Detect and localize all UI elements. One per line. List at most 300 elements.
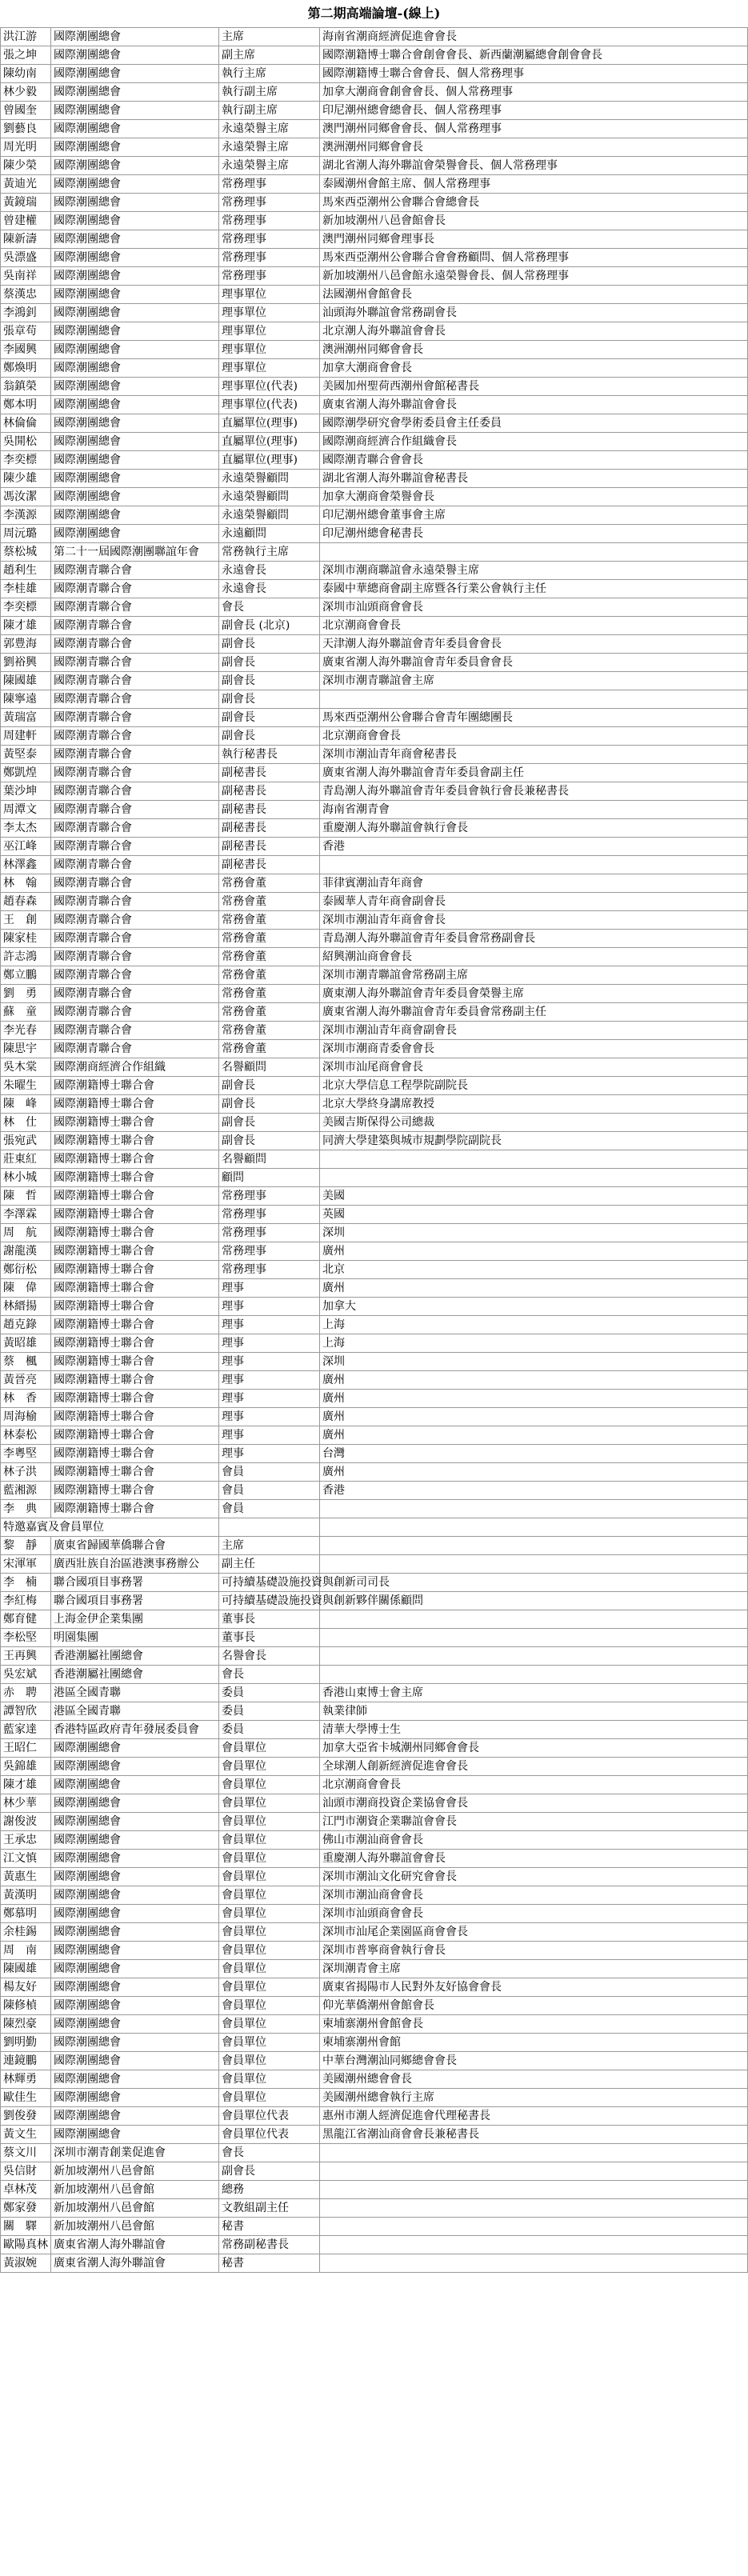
attendee-name-cell: 謝龍漢	[1, 1242, 51, 1261]
position-cell: 會員	[219, 1500, 320, 1518]
position-cell: 常務理事	[219, 1187, 320, 1206]
organization-cell: 國際潮團總會	[51, 212, 219, 230]
position-cell: 會員單位	[219, 1905, 320, 1923]
attendee-name-cell: 王承忠	[1, 1831, 51, 1850]
attendee-name-cell: 劉藝良	[1, 120, 51, 138]
organization-cell: 香港潮屬社團總會	[51, 1647, 219, 1666]
remark-cell: 北京大學終身講席教授	[320, 1095, 748, 1114]
table-row	[1, 1132, 748, 1150]
table-row	[1, 46, 748, 65]
organization-cell: 國際潮青聯合會	[51, 672, 219, 690]
remark-cell: 廣州	[320, 1463, 748, 1482]
remark-cell: 廣州	[320, 1371, 748, 1390]
remark-cell: 菲律賓潮汕青年商會	[320, 874, 748, 893]
attendee-name-cell: 藍家達	[1, 1721, 51, 1739]
table-row	[1, 1353, 748, 1371]
remark-cell: 印尼潮州總會總會長、個人常務理事	[320, 102, 748, 120]
attendee-name-cell: 江文慎	[1, 1850, 51, 1868]
attendee-name-cell: 翁鎮榮	[1, 378, 51, 396]
organization-cell: 上海金伊企業集團	[51, 1610, 219, 1629]
attendee-name-cell: 陳 峰	[1, 1095, 51, 1114]
organization-cell: 國際潮青聯合會	[51, 617, 219, 635]
attendee-name-cell: 巫江峰	[1, 838, 51, 856]
table-row	[1, 1261, 748, 1279]
table-row	[1, 1298, 748, 1316]
organization-cell: 國際潮青聯合會	[51, 911, 219, 930]
position-cell: 會員單位	[219, 2052, 320, 2070]
table-row	[1, 782, 748, 801]
attendee-name-cell: 藍湘源	[1, 1482, 51, 1500]
table-row	[1, 1022, 748, 1040]
position-cell: 永遠榮譽顧問	[219, 506, 320, 525]
organization-cell: 國際潮籍博士聯合會	[51, 1371, 219, 1390]
attendee-name-cell: 王昭仁	[1, 1739, 51, 1758]
attendee-name-cell: 陳思宇	[1, 1040, 51, 1058]
table-row	[1, 1776, 748, 1794]
table-row	[1, 1445, 748, 1463]
organization-cell: 國際潮籍博士聯合會	[51, 1390, 219, 1408]
position-cell: 會員單位	[219, 1923, 320, 1942]
attendee-name-cell: 張之坤	[1, 46, 51, 65]
position-cell: 會員單位	[219, 2070, 320, 2089]
position-cell: 會員單位	[219, 1758, 320, 1776]
position-cell: 理事單位	[219, 341, 320, 359]
position-cell: 理事	[219, 1371, 320, 1390]
remark-cell: 國際潮籍博士聯合會會長、個人常務理事	[320, 65, 748, 83]
attendee-name-cell: 蔡 楓	[1, 1353, 51, 1371]
attendee-name-cell: 李松堅	[1, 1629, 51, 1647]
attendee-name-cell: 林縉揚	[1, 1298, 51, 1316]
position-cell: 常務理事	[219, 230, 320, 249]
remark-cell: 北京潮商會會長	[320, 617, 748, 635]
organization-cell: 國際潮青聯合會	[51, 1022, 219, 1040]
attendee-name-cell: 鄭育健	[1, 1610, 51, 1629]
organization-cell: 廣東省潮人海外聯誼會	[51, 2236, 219, 2254]
position-cell: 常務會董	[219, 985, 320, 1003]
attendee-name-cell: 李奕標	[1, 598, 51, 617]
attendee-name-cell: 連鏡鵬	[1, 2052, 51, 2070]
position-cell: 副會長	[219, 709, 320, 727]
remark-cell: 深圳市潮商聯誼會永遠榮譽主席	[320, 562, 748, 580]
remark-cell: 同濟大學建築與城市規劃學院副院長	[320, 1132, 748, 1150]
attendee-name-cell: 張章苟	[1, 322, 51, 341]
remark-cell: 深圳市潮青聯誼會常務副主席	[320, 966, 748, 985]
attendee-table	[0, 27, 748, 2273]
organization-cell: 國際潮團總會	[51, 175, 219, 194]
organization-cell: 國際潮青聯合會	[51, 856, 219, 874]
attendee-name-cell: 莊東紅	[1, 1150, 51, 1169]
table-row	[1, 1813, 748, 1831]
table-row	[1, 930, 748, 948]
position-cell: 常務理事	[219, 1224, 320, 1242]
remark-cell: 深圳市潮汕青年商會秘書長	[320, 746, 748, 764]
table-row	[1, 1077, 748, 1095]
table-row	[1, 1500, 748, 1518]
table-row	[1, 1666, 748, 1684]
position-cell: 副會長	[219, 727, 320, 746]
position-cell: 會員單位	[219, 1886, 320, 1905]
attendee-name-cell: 陳烈豪	[1, 2015, 51, 2034]
organization-cell: 國際潮團總會	[51, 2070, 219, 2089]
position-cell: 直屬單位(理事)	[219, 451, 320, 470]
organization-cell: 國際潮籍博士聯合會	[51, 1445, 219, 1463]
table-row	[1, 1739, 748, 1758]
remark-cell: 北京大學信息工程學院副院長	[320, 1077, 748, 1095]
position-cell: 會員單位	[219, 1739, 320, 1758]
attendee-name-cell: 朱曜生	[1, 1077, 51, 1095]
table-row	[1, 1316, 748, 1334]
organization-cell: 國際潮團總會	[51, 1868, 219, 1886]
position-cell: 副會長	[219, 654, 320, 672]
organization-cell: 國際潮團總會	[51, 1960, 219, 1978]
organization-cell: 國際潮團總會	[51, 1886, 219, 1905]
table-row	[1, 506, 748, 525]
remark-cell: 青島潮人海外聯誼會青年委員會執行會長兼秘書長	[320, 782, 748, 801]
remark-cell: 澳門潮州同鄉會會長、個人常務理事	[320, 120, 748, 138]
table-row	[1, 1279, 748, 1298]
position-cell: 副會長	[219, 1095, 320, 1114]
remark-cell: 執業律師	[320, 1702, 748, 1721]
table-row	[1, 470, 748, 488]
remark-cell: 清華大學博士生	[320, 1721, 748, 1739]
attendee-name-cell: 陳新濤	[1, 230, 51, 249]
table-row	[1, 1629, 748, 1647]
attendee-name-cell: 李光春	[1, 1022, 51, 1040]
organization-cell: 新加坡潮州八邑會館	[51, 2199, 219, 2218]
organization-cell: 國際潮籍博士聯合會	[51, 1279, 219, 1298]
remark-cell: 深圳市潮汕商會會長	[320, 1886, 748, 1905]
empty-cell	[320, 1518, 748, 1537]
remark-cell: 紹興潮汕商會會長	[320, 948, 748, 966]
organization-cell: 國際潮團總會	[51, 1831, 219, 1850]
attendee-name-cell: 歐佳生	[1, 2089, 51, 2107]
organization-cell: 國際潮籍博士聯合會	[51, 1095, 219, 1114]
attendee-name-cell: 林澤鑫	[1, 856, 51, 874]
attendee-name-cell: 周 航	[1, 1224, 51, 1242]
organization-cell: 國際潮籍博士聯合會	[51, 1261, 219, 1279]
remark-cell: 印尼潮州總會董事會主席	[320, 506, 748, 525]
position-cell: 理事單位(代表)	[219, 378, 320, 396]
remark-cell: 廣東省潮人海外聯誼會青年委員會副主任	[320, 764, 748, 782]
remark-cell: 廣州	[320, 1426, 748, 1445]
remark-cell: 美國潮州總會會長	[320, 2070, 748, 2089]
position-cell: 永遠會長	[219, 580, 320, 598]
organization-cell: 國際潮團總會	[51, 378, 219, 396]
attendee-name-cell: 周海榆	[1, 1408, 51, 1426]
position-cell: 常務會董	[219, 1003, 320, 1022]
remark-cell	[320, 1629, 748, 1647]
organization-cell: 國際潮團總會	[51, 1905, 219, 1923]
remark-cell: 深圳市潮青聯誼會主席	[320, 672, 748, 690]
organization-cell: 國際潮籍博士聯合會	[51, 1224, 219, 1242]
organization-cell: 國際潮團總會	[51, 267, 219, 286]
organization-cell: 國際潮青聯合會	[51, 727, 219, 746]
organization-cell: 國際潮團總會	[51, 138, 219, 157]
remark-cell: 泰國潮州會館主席、個人常務理事	[320, 175, 748, 194]
organization-cell: 國際潮商經濟合作組織	[51, 1058, 219, 1077]
position-cell: 會員單位	[219, 1850, 320, 1868]
attendee-name-cell: 林少毅	[1, 83, 51, 102]
table-row	[1, 138, 748, 157]
table-row	[1, 1555, 748, 1574]
remark-cell	[320, 1555, 748, 1574]
organization-cell: 國際潮團總會	[51, 120, 219, 138]
organization-cell: 國際潮團總會	[51, 2126, 219, 2144]
attendee-name-cell: 鄭慕明	[1, 1905, 51, 1923]
organization-cell: 國際潮青聯合會	[51, 562, 219, 580]
attendee-name-cell: 李澤霖	[1, 1206, 51, 1224]
remark-cell: 台灣	[320, 1445, 748, 1463]
attendee-name-cell: 劉裕興	[1, 654, 51, 672]
attendee-name-cell: 黎 靜	[1, 1537, 51, 1555]
table-row	[1, 1923, 748, 1942]
position-cell: 理事	[219, 1445, 320, 1463]
organization-cell: 明園集團	[51, 1629, 219, 1647]
remark-cell: 全球潮人創新經濟促進會會長	[320, 1758, 748, 1776]
attendee-name-cell: 鄭衍松	[1, 1261, 51, 1279]
position-cell: 常務會董	[219, 948, 320, 966]
table-row	[1, 120, 748, 138]
remark-cell	[320, 1150, 748, 1169]
table-row	[1, 746, 748, 764]
attendee-name-cell: 宋渾軍	[1, 1555, 51, 1574]
position-cell: 理事	[219, 1279, 320, 1298]
table-row	[1, 1794, 748, 1813]
table-row	[1, 1978, 748, 1997]
attendee-name-cell: 吳信財	[1, 2162, 51, 2181]
remark-cell: 深圳市潮汕青年商會會長	[320, 911, 748, 930]
attendee-name-cell: 趙克錄	[1, 1316, 51, 1334]
attendee-name-cell: 蘇 童	[1, 1003, 51, 1022]
remark-cell: 深圳	[320, 1224, 748, 1242]
position-cell: 永遠榮譽主席	[219, 138, 320, 157]
organization-cell: 國際潮青聯合會	[51, 1003, 219, 1022]
organization-cell: 國際潮籍博士聯合會	[51, 1150, 219, 1169]
position-cell: 永遠顧問	[219, 525, 320, 543]
position-cell: 永遠會長	[219, 562, 320, 580]
position-cell: 常務執行主席	[219, 543, 320, 562]
position-cell: 直屬單位(理事)	[219, 414, 320, 433]
table-row	[1, 635, 748, 654]
table-row	[1, 893, 748, 911]
attendee-name-cell: 劉明勤	[1, 2034, 51, 2052]
remark-cell: 深圳市汕頭商會會長	[320, 1905, 748, 1923]
organization-cell: 國際潮團總會	[51, 1794, 219, 1813]
position-cell: 會長	[219, 598, 320, 617]
table-row	[1, 764, 748, 782]
position-cell: 可持續基礎設施投資與創新司司長	[219, 1574, 320, 1592]
remark-cell: 廣州	[320, 1390, 748, 1408]
position-cell: 會員單位	[219, 1868, 320, 1886]
position-cell: 會員單位	[219, 1794, 320, 1813]
remark-cell: 廣州	[320, 1242, 748, 1261]
table-row	[1, 525, 748, 543]
attendee-name-cell: 陳國雄	[1, 672, 51, 690]
remark-cell: 深圳市潮汕青年商會副會長	[320, 1022, 748, 1040]
organization-cell: 國際潮團總會	[51, 102, 219, 120]
attendee-name-cell: 吳開松	[1, 433, 51, 451]
attendee-name-cell: 黃漢明	[1, 1886, 51, 1905]
attendee-name-cell: 黃文生	[1, 2126, 51, 2144]
organization-cell: 聯合國項目事務署	[51, 1574, 219, 1592]
remark-cell	[320, 1610, 748, 1629]
table-row	[1, 65, 748, 83]
table-row	[1, 304, 748, 322]
remark-cell	[320, 2199, 748, 2218]
organization-cell: 香港潮屬社團總會	[51, 1666, 219, 1684]
remark-cell: 柬埔寨潮州會館會長	[320, 2015, 748, 2034]
attendee-name-cell: 鄭凱煌	[1, 764, 51, 782]
organization-cell: 國際潮青聯合會	[51, 948, 219, 966]
table-row	[1, 543, 748, 562]
attendee-name-cell: 林 仕	[1, 1114, 51, 1132]
organization-cell: 國際潮團總會	[51, 2015, 219, 2034]
organization-cell: 國際潮團總會	[51, 46, 219, 65]
table-row	[1, 1371, 748, 1390]
organization-cell: 國際潮團總會	[51, 28, 219, 46]
position-cell: 會長	[219, 1666, 320, 1684]
position-cell: 委員	[219, 1721, 320, 1739]
table-row	[1, 1850, 748, 1868]
attendee-name-cell: 劉俊發	[1, 2107, 51, 2126]
organization-cell: 廣東省潮人海外聯誼會	[51, 2254, 219, 2273]
attendee-name-cell: 李漢源	[1, 506, 51, 525]
organization-cell: 國際潮青聯合會	[51, 1040, 219, 1058]
position-cell: 主席	[219, 1537, 320, 1555]
remark-cell	[320, 2181, 748, 2199]
remark-cell: 中華台灣潮汕同鄉總會會長	[320, 2052, 748, 2070]
position-cell: 常務理事	[219, 175, 320, 194]
table-row	[1, 598, 748, 617]
organization-cell: 國際潮籍博士聯合會	[51, 1242, 219, 1261]
table-row	[1, 102, 748, 120]
table-row	[1, 1905, 748, 1923]
attendee-name-cell: 李奕標	[1, 451, 51, 470]
position-cell: 名譽顧問	[219, 1058, 320, 1077]
table-row	[1, 286, 748, 304]
remark-cell: 青島潮人海外聯誼會青年委員會常務副會長	[320, 930, 748, 948]
remark-cell: 海南省潮商經濟促進會會長	[320, 28, 748, 46]
remark-cell	[320, 690, 748, 709]
remark-cell: 仰光華僑潮州會館會長	[320, 1997, 748, 2015]
position-cell: 副秘書長	[219, 801, 320, 819]
position-cell: 秘書	[219, 2218, 320, 2236]
attendee-name-cell: 陳國雄	[1, 1960, 51, 1978]
attendee-name-cell: 吳南祥	[1, 267, 51, 286]
table-row	[1, 2052, 748, 2070]
table-row	[1, 1463, 748, 1482]
page-title: 第二期高端論壇-(線上)	[307, 6, 441, 21]
table-row	[1, 1206, 748, 1224]
position-cell: 文教組副主任	[219, 2199, 320, 2218]
organization-cell: 國際潮團總會	[51, 396, 219, 414]
remark-cell: 深圳	[320, 1353, 748, 1371]
organization-cell: 國際潮團總會	[51, 65, 219, 83]
table-row	[1, 1390, 748, 1408]
remark-cell: 惠州市潮人經濟促進會代理秘書長	[320, 2107, 748, 2126]
position-cell: 會員單位	[219, 1997, 320, 2015]
table-row	[1, 1574, 748, 1592]
table-row	[1, 2236, 748, 2254]
position-cell: 會員	[219, 1482, 320, 1500]
organization-cell: 國際潮青聯合會	[51, 893, 219, 911]
organization-cell: 新加坡潮州八邑會館	[51, 2181, 219, 2199]
position-cell: 董事長	[219, 1629, 320, 1647]
remark-cell: 澳洲潮州同鄉會會長	[320, 341, 748, 359]
organization-cell: 國際潮青聯合會	[51, 930, 219, 948]
position-cell: 顧問	[219, 1169, 320, 1187]
position-cell: 常務會董	[219, 1040, 320, 1058]
organization-cell: 國際潮籍博士聯合會	[51, 1169, 219, 1187]
position-cell: 會員單位	[219, 1813, 320, 1831]
table-row	[1, 727, 748, 746]
table-row	[1, 1058, 748, 1077]
table-row	[1, 874, 748, 893]
remark-cell: 澳門潮州同鄉會理事長	[320, 230, 748, 249]
position-cell: 副會長 (北京)	[219, 617, 320, 635]
attendee-name-cell: 黃惠生	[1, 1868, 51, 1886]
position-cell: 理事	[219, 1353, 320, 1371]
attendee-name-cell: 林 翰	[1, 874, 51, 893]
position-cell: 常務會董	[219, 966, 320, 985]
remark-cell: 深圳市潮汕文化研究會會長	[320, 1868, 748, 1886]
position-cell: 常務理事	[219, 267, 320, 286]
remark-cell: 廣州	[320, 1408, 748, 1426]
remark-cell: 加拿大亞省卡城潮州同鄉會會長	[320, 1739, 748, 1758]
remark-cell: 新加坡潮州八邑會館永遠榮譽會長、個人常務理事	[320, 267, 748, 286]
table-row	[1, 28, 748, 46]
attendee-name-cell: 林 香	[1, 1390, 51, 1408]
organization-cell: 國際潮團總會	[51, 2089, 219, 2107]
remark-cell: 深圳市汕頭商會會長	[320, 598, 748, 617]
attendee-name-cell: 李粵堅	[1, 1445, 51, 1463]
remark-cell: 馬來西亞潮州公會聯合會青年團總團長	[320, 709, 748, 727]
attendee-name-cell: 王 創	[1, 911, 51, 930]
table-row	[1, 617, 748, 635]
remark-cell: 澳洲潮州同鄉會會長	[320, 138, 748, 157]
position-cell: 會員單位	[219, 2089, 320, 2107]
attendee-name-cell: 譚智欣	[1, 1702, 51, 1721]
position-cell: 常務理事	[219, 1261, 320, 1279]
remark-cell: 汕頭海外聯誼會常務副會長	[320, 304, 748, 322]
remark-cell: 美國	[320, 1187, 748, 1206]
position-cell: 執行副主席	[219, 83, 320, 102]
remark-cell	[320, 2218, 748, 2236]
attendee-name-cell: 關 驛	[1, 2218, 51, 2236]
position-cell: 會員單位	[219, 1942, 320, 1960]
table-row	[1, 230, 748, 249]
position-cell: 副會長	[219, 1114, 320, 1132]
position-cell: 常務會董	[219, 930, 320, 948]
attendee-name-cell: 歐陽真林	[1, 2236, 51, 2254]
organization-cell: 聯合國項目事務署	[51, 1592, 219, 1610]
table-row	[1, 249, 748, 267]
organization-cell: 國際潮團總會	[51, 1776, 219, 1794]
table-row	[1, 1224, 748, 1242]
attendee-name-cell: 吳漂盛	[1, 249, 51, 267]
position-cell: 理事單位	[219, 304, 320, 322]
position-cell: 秘書	[219, 2254, 320, 2273]
organization-cell: 國際潮青聯合會	[51, 654, 219, 672]
position-cell: 副秘書長	[219, 782, 320, 801]
organization-cell: 國際潮青聯合會	[51, 580, 219, 598]
table-row	[1, 2254, 748, 2273]
organization-cell: 國際潮籍博士聯合會	[51, 1187, 219, 1206]
table-row	[1, 359, 748, 378]
organization-cell: 國際潮籍博士聯合會	[51, 1426, 219, 1445]
attendee-name-cell: 洪江游	[1, 28, 51, 46]
table-row	[1, 341, 748, 359]
